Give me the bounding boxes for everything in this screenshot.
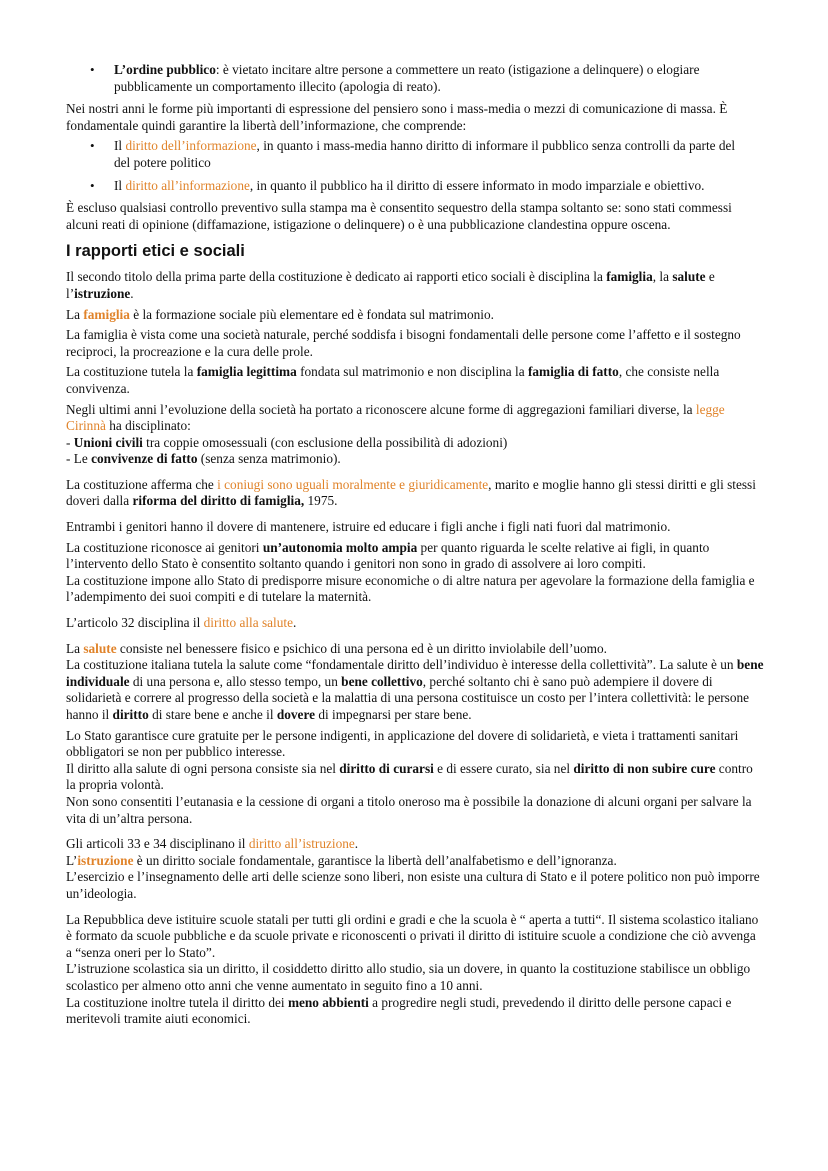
bullet-list-informazione [66,138,764,194]
keyword-istruzione: istruzione [77,852,134,868]
paragraph-stampa: È escluso qualsiasi controllo preventivo sulla stampa ma è consentito sequestro della stampa soltanto se: sono stati commessi alcuni reati di opinione (diffamazione, istigazione o delinquere) o è una pubblicazione clandestina oppure oscena. [66,200,732,232]
paragraph-genitori-dovere: Entrambi i genitori hanno il dovere di mantenere, istruire ed educare i figli anche i figli nati fuori dal matrimonio. [66,519,671,535]
paragraph-societa-naturale: La famiglia è vista come una società naturale, perché soddisfa i bisogni fondamentali delle persone come l’affetto e il sostegno reciproci, la procreazione e la cura delle prole. [66,327,741,359]
paragraph-cure-gratuite: Lo Stato garantisce cure gratuite per le persone indigenti, in applicazione del dovere di solidarietà, e vieta i trattamenti sanitari obbligatori se non per pubblico interesse. Il diritto alla salute di ogni persona consiste sia nel diritto di curarsi e di essere curato, sia nel diritto di non subire cure contro la propria volontà. Non sono consentiti l’eutanasia e la cessione di organi a titolo oneroso ma è possibile la donazione di alcuni organi per salvare la vita di un’altra persona. [66,727,753,826]
link-coniugi-uguali[interactable]: i coniugi sono uguali moralmente e giuridicamente [217,476,489,492]
paragraph-scuole-statali: La Repubblica deve istituire scuole statali per tutti gli ordini e gradi e che la scuola è “ aperta a tutti“. Il sistema scolastico italiano è formato da scuole pubbliche e da scuole private e riconoscenti o privati il diritto di istituire scuole a condizione che ciò avvenga a “senza oneri per lo Stato”. L’istruzione scolastica sia un diritto, il cosiddetto diritto allo studio, sia un dovere, in quanto la costituzione stabilisce un obbligo scolastico per almeno otto anni che venne aumentato in seguito fino a 10 anni. La costituzione inoltre tutela il diritto dei meno abbienti a progredire negli studi, prevedendo il diritto delle persone capaci e meritevoli tramite aiuti economici. [66,911,759,1027]
section-heading: I rapporti etici e sociali [66,242,245,261]
bullet-diritto-dell-informazione: • Il diritto dell’informazione, in quanto i mass-media hanno diritto di informare il pubblico senza controlli da parte del del potere politico [114,138,764,171]
paragraph-famiglia-legittima: La costituzione tutela la famiglia legittima fondata sul matrimonio e non disciplina la famiglia di fatto, che consiste nella convivenza. [66,364,720,396]
paragraph-articolo-32: L’articolo 32 disciplina il diritto alla salute. [66,615,297,631]
paragraph-mass-media: Nei nostri anni le forme più importanti di espressione del pensiero sono i mass-media o mezzi di comunicazione di massa. È fondamentale quindi garantire la libertà dell’informazione, che comprende: [66,101,728,133]
link-diritto-alla-salute[interactable]: diritto alla salute [203,615,293,631]
link-diritto-all-istruzione[interactable]: diritto all’istruzione [248,836,355,852]
paragraph-famiglia: La famiglia è la formazione sociale più elementare ed è fondata sul matrimonio. [66,306,494,322]
paragraph-legge-cirinna: Negli ultimi anni l’evoluzione della società ha portato a riconoscere alcune forme di aggregazioni familiari diverse, la legge Cirinnà ha disciplinato: - Unioni civili tra coppie omosessuali (con esclusione della possibilità di adozioni) - Le convivenze di fatto (senza senza matrimonio). [66,401,725,467]
paragraph-coniugi: La costituzione afferma che i coniugi sono uguali moralmente e giuridicamente, marito e moglie hanno gli stessi diritti e gli stessi doveri dalla riforma del diritto di famiglia, 1975. [66,476,756,509]
keyword-salute: salute [83,640,117,656]
keyword-famiglia: famiglia [83,306,130,322]
paragraph-salute: La salute consiste nel benessere fisico e psichico di una persona ed è un diritto inviolabile dell’uomo. La costituzione italiana tutela la salute come “fondamentale diritto dell’individuo è interesse della collettività”. La salute è un bene individuale di una persona e, allo stesso tempo, un bene collettivo, perché soltanto chi è sano può adempiere il dovere di solidarietà e correre al progresso della società e la malattia di una persona costituisce un costo per l’intera collettività: le persone hanno il diritto di stare bene e anche il dovere di impegnarsi per stare bene. [66,640,764,722]
bullet-ordine-pubblico: • L’ordine pubblico: è vietato incitare altre persone a commettere un reato (istigazione a delinquere) o elogiare pubblicamente un comportamento illecito (apologia di reato). [114,62,764,95]
link-legge-cirinna[interactable]: legge Cirinnà [66,401,725,434]
bullet-diritto-all-informazione: • Il diritto all’informazione, in quanto il pubblico ha il diritto di essere informato in modo imparziale e obiettivo. [114,178,764,195]
link-diritto-all-informazione[interactable]: diritto all’informazione [125,177,250,193]
paragraph-istruzione: Gli articoli 33 e 34 disciplinano il diritto all’istruzione. L’istruzione è un diritto sociale fondamentale, garantisce la libertà dell’analfabetismo e dell’ignoranza. L’esercizio e l’insegnamento delle arti delle scienze sono liberi, non esiste una cultura di Stato e il potere politico non può imporre un’ideologia. [66,836,760,901]
paragraph-titolo-rapporti: Il secondo titolo della prima parte della costituzione è dedicato ai rapporti etico sociali è disciplina la famiglia, la salute e l’istruzione. [66,269,715,301]
bullet-list-ordine [66,62,764,95]
link-diritto-dell-informazione[interactable]: diritto dell’informazione [125,138,257,154]
paragraph-autonomia-genitori: La costituzione riconosce ai genitori un’autonomia molto ampia per quanto riguarda le scelte relative ai figli, in quanto l’intervento dello Stato è consentito soltanto quando i genitori non sono in grado di assolvere ai loro compiti. La costituzione impone allo Stato di predisporre misure economiche o di altre natura per agevolare la formazione della famiglia e l’adempimento dei suoi compiti e di tutelare la maternità. [66,539,755,605]
